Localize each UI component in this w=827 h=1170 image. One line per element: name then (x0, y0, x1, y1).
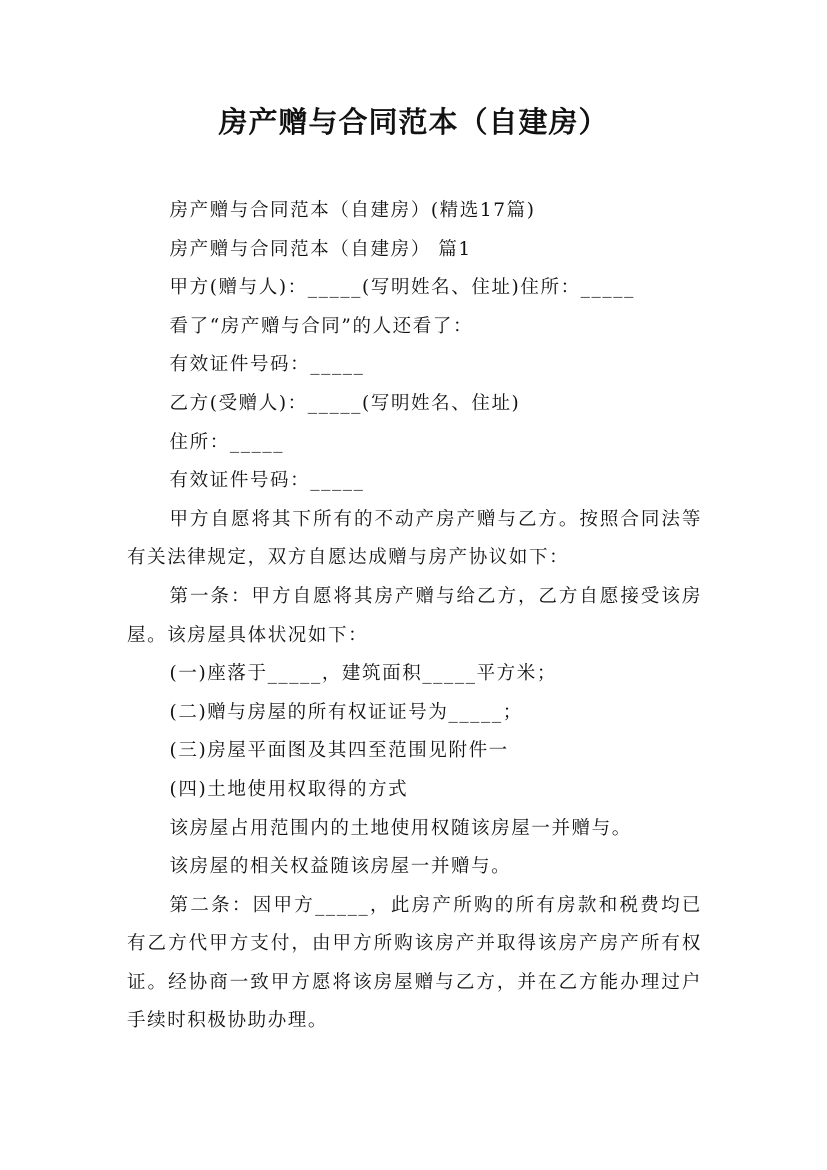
paragraph-subtitle: 房产赠与合同范本（自建房）(精选17篇) (169, 200, 536, 221)
paragraph-section-heading: 房产赠与合同范本（自建房） 篇1 (169, 238, 472, 260)
paragraph-related-rights: 该房屋的相关权益随该房屋一并赠与。 (169, 856, 512, 878)
paragraph-party-a: 甲方(赠与人)：_____(写明姓名、住址)住所：_____ (169, 277, 635, 299)
paragraph-land-rights: 该房屋占用范围内的土地使用权随该房屋一并赠与。 (169, 817, 632, 839)
paragraph-item-4: (四)土地使用权取得的方式 (169, 778, 409, 800)
document-body (127, 192, 702, 1041)
paragraph-item-1: (一)座落于_____，建筑面积_____平方米； (169, 663, 557, 685)
paragraph-party-b-id: 有效证件号码：_____ (169, 470, 365, 492)
document-title: 房产赠与合同范本（自建房） (218, 105, 609, 139)
paragraph-article-1: 第一条：甲方自愿将其房产赠与给乙方，乙方自愿接受该房屋。该房屋具体状况如下： (127, 585, 702, 646)
paragraph-item-2: (二)赠与房屋的所有权证证号为_____； (169, 701, 523, 723)
paragraph-party-b: 乙方(受赠人)：_____(写明姓名、住址) (169, 392, 521, 414)
paragraph-related-note: 看了“房产赠与合同”的人还看了： (169, 315, 474, 337)
paragraph-party-a-id: 有效证件号码：_____ (169, 354, 365, 376)
paragraph-item-3: (三)房屋平面图及其四至范围见附件一 (169, 740, 509, 762)
paragraph-article-2: 第二条：因甲方_____，此房产所购的所有房款和税费均已有乙方代甲方支付，由甲方所购该房产并取得该房产房产所有权证。经协商一致甲方愿将该房屋赠与乙方，并在乙方能办理过户手续时积极协助办理。 (127, 894, 702, 1032)
paragraph-intro: 甲方自愿将其下所有的不动产房产赠与乙方。按照合同法等有关法律规定，双方自愿达成赠与房产协议如下： (127, 508, 702, 569)
paragraph-party-b-address: 住所：_____ (169, 431, 285, 453)
